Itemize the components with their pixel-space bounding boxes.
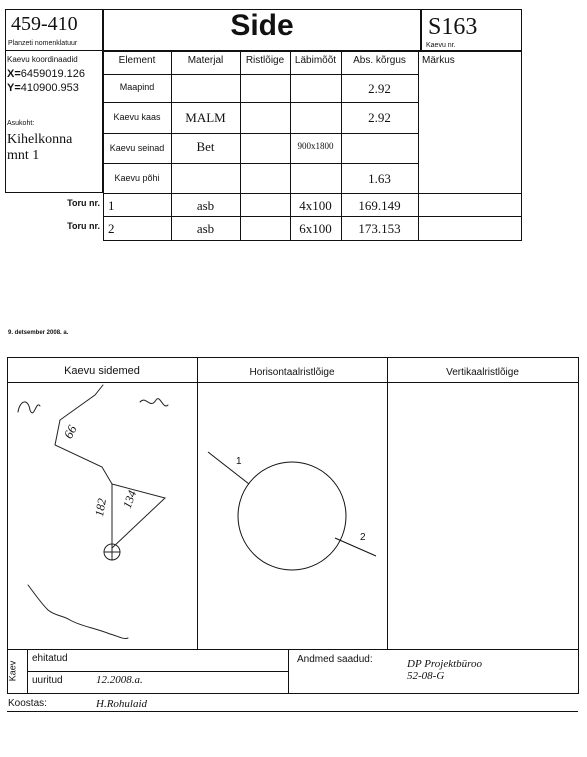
col-header-section: Ristlõige [245,55,285,66]
pipe-number: 2 [108,221,115,236]
pipe-material: asb [196,221,215,236]
table-row-diameter: 900x1800 [297,141,334,151]
table-row-material: MALM [185,110,226,125]
sheet-number: 459-410 [11,13,78,35]
coord-y-label: Y= [7,82,21,94]
date-note: 9. detsember 2008. a. [8,330,69,336]
well-id: S163 [428,14,478,40]
address-line2: mnt 1 [7,148,40,163]
table-row-elevation: 2.92 [368,110,391,125]
andmed-value-line2: 52-08-G [407,670,445,682]
andmed-label: Andmed saadud: [297,654,373,665]
koostas-label: Koostas: [8,698,47,709]
table-row-element: Kaevu põhi [114,173,160,183]
table-row-element: Maapind [119,82,155,92]
pipe-label-2: 2 [360,532,366,543]
col-header-notes: Märkus [422,55,455,66]
table-row-elevation: 1.63 [368,171,391,186]
pipe-elevation: 173.153 [358,221,401,236]
col-header-diameter: Läbimõõt [294,55,337,66]
uuritud-value: 12.2008.a. [96,674,143,686]
col-header-elevation: Abs. kõrgus [353,55,406,66]
col-header-element: Element [118,55,156,66]
pipe-label: Toru nr. [67,198,100,208]
col-header-material: Materjal [187,55,224,66]
uuritud-label: uuritud [32,675,63,686]
table-row-element: Kaevu kaas [113,112,161,122]
page-title: Side [230,9,294,42]
coord-y-value: 410900.953 [20,82,79,94]
sketch-label: 66 [60,422,80,442]
pipe-label-1: 1 [236,456,242,467]
koostas-value: H.Rohulaid [96,698,148,710]
table-row-material: Bet [196,139,215,154]
panel-title-vertical: Vertikaalristlõige [446,367,519,378]
pipe-diameter: 4x100 [299,198,332,213]
coord-x-value: 6459019.126 [20,68,85,80]
panel-title-horizontal: Horisontaalristlõige [249,367,335,378]
pipe-label: Toru nr. [67,221,100,231]
coordinates-label: Kaevu koordinaadid [7,55,78,64]
sheet-number-label: Planzeti nomenklatuur [8,40,78,47]
table-row-element: Kaevu seinad [109,143,165,153]
panel-title-connections: Kaevu sidemed [64,365,140,377]
sketch-label: 134 [119,488,140,511]
well-id-label: Kaevu nr. [426,42,456,49]
address-label: Asukoht: [7,120,35,127]
address-line1: Kihelkonna [7,132,73,147]
coord-x-label: X= [7,68,21,80]
pipe-diameter: 6x100 [299,221,332,236]
table-row-elevation: 2.92 [368,81,391,96]
andmed-value-line1: DP Projektbüroo [407,658,483,670]
sketch-label: 182 [92,497,109,518]
kaev-label: Kaev [7,660,18,682]
pipe-number: 1 [108,198,115,213]
ehitatud-label: ehitatud [32,653,68,664]
pipe-elevation: 169.149 [358,198,401,213]
pipe-material: asb [196,198,215,213]
